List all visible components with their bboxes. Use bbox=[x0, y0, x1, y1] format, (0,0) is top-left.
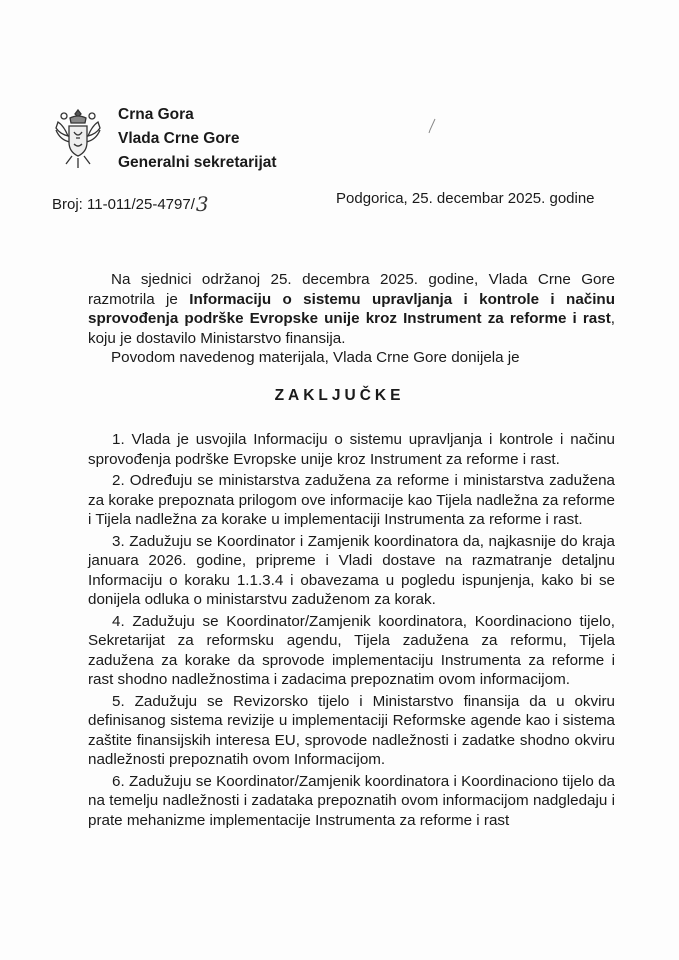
government-name: Vlada Crne Gore bbox=[118, 130, 240, 147]
intro-line2: Povodom navedenog materijala, Vlada Crne Gore donijela je bbox=[111, 349, 520, 366]
conclusions-list bbox=[88, 430, 615, 832]
country-name: Crna Gora bbox=[118, 106, 194, 123]
document-date: Podgorica, 25. decembar 2025. godine bbox=[336, 190, 595, 207]
document-number bbox=[52, 190, 209, 214]
organization-header bbox=[118, 103, 277, 175]
conclusions-title: ZAKLJUČKE bbox=[274, 387, 405, 404]
conclusion-item: 2. Određuju se ministarstva zadužena za reforme i ministarstva zadužena za korake prepoznata prilogom ove informacije kao Tijela nadležna za reforme i Tijela nadležna za korake u implementaciji Instrumenta za reforme i rast. bbox=[88, 472, 615, 528]
secretariat-name: Generalni sekretarijat bbox=[118, 154, 277, 171]
coat-of-arms-icon bbox=[52, 108, 104, 170]
intro-bold-title: Informaciju o sistemu upravljanja i kontrole i načinu sprovođenja podrške Evropske unije kroz Instrument za reforme i rast bbox=[88, 290, 615, 327]
conclusion-item: 1. Vlada je usvojila Informaciju o sistemu upravljanja i kontrole i načinu sprovođenja podrške Evropske unije kroz Instrument za reforme i rast. bbox=[88, 431, 615, 468]
pen-mark-icon bbox=[427, 118, 437, 134]
document-number-label: Broj: 11-011/25-4797/ bbox=[52, 196, 195, 213]
conclusion-item: 6. Zadužuju se Koordinator/Zamjenik koordinatora i Koordinaciono tijelo da na temelju nadležnosti i zadataka prepoznatih ovom informacijom nadgledaju i prate mehanizme implementacije Instrumenta za reforme i rast bbox=[88, 772, 615, 829]
conclusion-item: 4. Zadužuju se Koordinator/Zamjenik koordinatora, Koordinaciono tijelo, Sekretarijat za reformsku agendu, Tijela zadužena za reformu, Tijela zadužena za korake da sprovode implementaciju Instrumenta za reforme i rast shodno nadležnostima i zadacima prepoznatim ovom informacijom. bbox=[88, 612, 615, 688]
intro-paragraph: Na sjednici održanoj 25. decembra 2025. godine, Vlada Crne Gore razmotrila je Informaciju o sistemu upravljanja i kontrole i načinu sprovođenja podrške Evropske unije kroz Instrument za reforme i rast, koju je dostavilo Ministarstvo finansija. bbox=[88, 271, 615, 347]
document-number-handwritten: 3 bbox=[195, 192, 209, 216]
conclusion-item: 5. Zadužuju se Revizorsko tijelo i Ministarstvo finansija da u okviru definisanog sistema revizije u implementaciji Reformske agende kao i sistema zaštite finansijskih interesa EU, sprovode nadležnosti i zadatke shodno okviru nadležnosti prepoznatih ovom Informacijom. bbox=[88, 692, 615, 768]
conclusion-item: 3. Zadužuju se Koordinator i Zamjenik koordinatora da, najkasnije do kraja januara 2026. godine, pripreme i Vladi dostave na razmatranje detaljnu Informaciju o koraku 1.1.3.4 i obavezama u pogledu ispunjenja, kako bi se donijela odluka o ministarstvu zaduženom za korak. bbox=[88, 532, 615, 608]
intro-section bbox=[88, 270, 615, 368]
